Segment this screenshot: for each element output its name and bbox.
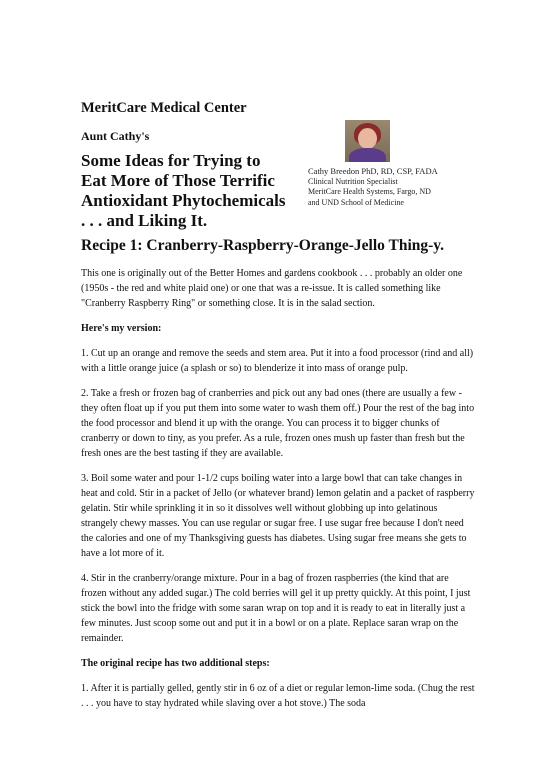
author-credit	[308, 166, 533, 208]
title-line: Some Ideas for Trying to	[81, 151, 261, 170]
organization-name: MeritCare Medical Center	[81, 100, 247, 116]
author-affiliation: MeritCare Health Systems, Fargo, ND	[308, 187, 431, 196]
recipe-heading: Recipe 1: Cranberry-Raspberry-Orange-Jello Thing-y.	[81, 237, 445, 254]
author-nickname: Aunt Cathy's	[81, 129, 150, 143]
document-title	[81, 151, 306, 231]
recipe-intro: This one is originally out of the Better Homes and gardens cookbook . . . probably an older one (1950s - the red and white plaid one) or one that was a re-issue. It is called something like "Cranberry Raspberry Ring" or something close. It is in the salad section.	[81, 268, 463, 309]
author-affiliation-2: and UND School of Medicine	[308, 197, 404, 207]
recipe-step: 2. Take a fresh or frozen bag of cranberries and pick out any bad ones (there are usually a few - they often float up if you put them into some water to wash them off.) Pour the rest of the bag into the food processor and blend it up with the orange. You can process it to bigger chunks of cranberry or down to tiny, as you prefer. As a rule, frozen ones mush up faster than fresh but the fresh ones are the best tasting if they are available.	[81, 388, 475, 459]
original-step: 1. After it is partially gelled, gently stir in 6 oz of a diet or regular lemon-lime soda. (Chug the rest . . . you have to stay hydrated while slaving over a hot stove.) The soda	[81, 683, 475, 709]
recipe-step: 4. Stir in the cranberry/orange mixture. Pour in a bag of frozen raspberries (the kind that are frozen without any added sugar.) The cold berries will gel it up pretty quickly. At this point, I just stick the bowl into the fridge with some saran wrap on top and it is ready to eat in literally just a few minutes. Just scoop some out and put it in a bowl or on a plate. Replace saran wrap on the remainder.	[81, 573, 471, 644]
original-recipe-heading: The original recipe has two additional steps:	[81, 658, 270, 669]
title-line: Eat More of Those Terrific	[81, 171, 275, 190]
recipe-body	[81, 266, 476, 721]
my-version-heading: Here's my version:	[81, 323, 162, 334]
title-line: . . . and Liking It.	[81, 211, 208, 230]
recipe-step: 1. Cut up an orange and remove the seeds and stem area. Put it into a food processor (rind and all) with a little orange juice (a splash or so) to blenderize it into mass of orange pulp.	[81, 348, 474, 374]
title-line: Antioxidant Phytochemicals	[81, 191, 286, 210]
author-role: Clinical Nutrition Specialist	[308, 176, 398, 186]
recipe-step: 3. Boil some water and pour 1-1/2 cups boiling water into a large bowl that can take changes in heat and cold. Stir in a packet of Jello (or whatever brand) lemon gelatin and a packet of raspberry gelatin. Stir while sprinkling it in so it dissolves well without globbing up into gelatinous strangely chewy masses. You can use regular or sugar free. I use sugar free because I don't need the calories and one of my Thanksgiving guests has diabetes. Using sugar free means she gets to have a lot more of it.	[81, 473, 475, 559]
author-name: Cathy Breedon PhD, RD, CSP, FADA	[308, 166, 438, 176]
author-portrait-icon	[345, 120, 390, 162]
